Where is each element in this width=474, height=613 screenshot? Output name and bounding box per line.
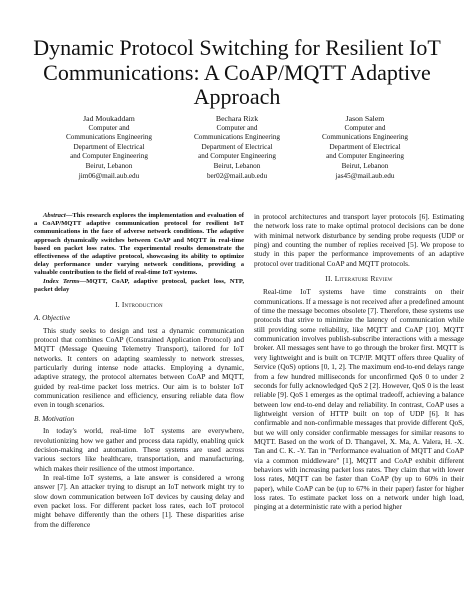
subsection-heading-objective: A. Objective xyxy=(34,313,71,323)
paragraph-literature-review: Real-time IoT systems have time constraints on their communications. If a message is not received after a predefined amount of time the message becomes obsolete [7]. Therefore, these systems use protocols that strive to minimize the latency of communication while still providing some reliability, like MQTT and CoAP [10]. MQTT communication involves publish-subscribe interactions with a message broker. All messages sent have to go through the broker first. MQTT is very lightweight and is built on TCP/IP. MQTT offers three Quality of Service (QoS) options [0, 1, 2]. The maximum end-to-end delays range from a few hundred milliseconds for unconfirmed QoS 0 to under 2 seconds for fully acknowledged QoS 2 [2]. However, QoS 0 is the least reliable [9]. QoS 1 emerges as the optimal tradeoff, achieving a balance between low end-to-end delay and reliability. In contrast, CoAP uses a lightweight version of HTTP built on top of UDP [6]. It has confirmable and non-confirmable messages that provide different QoS, but we will only consider confirmable messages for similar reasons to MQTT. Based on the work of D. Thangavel, X. Ma, A. Valera, H. -X. Tan and C. K. -Y. Tan in "Performance evaluation of MQTT and CoAP via a common middleware" [1], MQTT and CoAP exhibit different behaviors with increasing packet loss rates. They claim that with lower loss rates, MQTT can be faster than CoAP (by up to 60% in their paper), while CoAP can be (up to 67% in their paper) faster for higher loss rates. To estimate packet loss on a network under high load, pinging at a deterministic rate with a period higher xyxy=(254,287,464,512)
author-affiliation-line: and Computer Engineering xyxy=(326,152,404,161)
author-name: Jason Salem xyxy=(345,114,385,123)
index-terms-label: Index Terms xyxy=(43,277,80,285)
left-column xyxy=(34,212,244,529)
paragraph-objective: This study seeks to design and test a dynamic communication protocol that combines CoAP (Constrained Application Protocol) and MQTT (Message Queuing Telemetry Transport), tailored for IoT networks. It centers on adapting seamlessly to network stresses, particularly during intense node attacks. Employing a dynamic, adaptive strategy, the protocol alternates between CoAP and MQTT, guided by real-time packet loss metrics. Our aim is to bolster IoT communication resilience and efficiency, ensuring reliable data flow even in tough scenarios. xyxy=(34,325,244,410)
author-affiliation-line: Beirut, Lebanon xyxy=(341,161,389,170)
author-affiliation-line: Computer and xyxy=(216,123,258,132)
author-affiliation-line: Beirut, Lebanon xyxy=(213,161,261,170)
author-block-1 xyxy=(44,114,174,181)
section-heading-literature-review: II. Literature Review xyxy=(325,274,393,284)
author-affiliation-line: and Computer Engineering xyxy=(198,152,276,161)
author-affiliation-line: Beirut, Lebanon xyxy=(85,161,133,170)
author-affiliation-line: Communications Engineering xyxy=(321,133,409,142)
author-affiliation-line: Computer and xyxy=(88,123,130,132)
author-affiliation-line: Communications Engineering xyxy=(193,133,281,142)
index-terms xyxy=(34,278,244,294)
author-block-2 xyxy=(172,114,302,181)
abstract-text: —This research explores the implementation and evaluation of a CoAP/MQTT adaptive communication protocol for resilient IoT communications in the face of adverse network conditions. The adaptive approach dynamically switches between CoAP and MQTT in real-time based on packet loss rates. The experimental results demonstrate the effectiveness of the adaptive protocol, showcasing its ability to optimize delay performance under varying network conditions, providing a valuable contribution to the field of real-time IoT systems. xyxy=(34,212,244,277)
right-column xyxy=(254,212,464,512)
paragraph-continuation: in protocol architectures and transport layer protocols [6]. Estimating the network loss rate to make optimal protocol decisions can be done with minimal network disturbance by sending probe requests (UDP or ping) and counting the number of replies received [5]. We propose to study in this paper the performance improvements of an adaptive protocol over traditional CoAP and MQTT protocols. xyxy=(254,212,464,268)
author-affiliation-line: and Computer Engineering xyxy=(70,152,148,161)
author-affiliation-line: Department of Electrical xyxy=(329,142,401,151)
author-name: Bechara Rizk xyxy=(215,114,259,123)
paragraph-motivation-1: In today's world, real-time IoT systems are everywhere, revolutionizing how we gather and process data rapidly, enabling quick decision-making and automation. These systems are used across various sectors like healthcare, transportation, and manufacturing, which makes their resilience of the utmost importance. xyxy=(34,426,244,473)
index-terms-text: —MQTT, CoAP, adaptive protocol, packet loss, NTP, packet delay xyxy=(34,277,245,293)
author-name: Jad Moukaddam xyxy=(83,114,135,123)
abstract-label: Abstract xyxy=(43,212,66,219)
author-email: jas45@mail.aub.edu xyxy=(335,171,395,180)
subsection-heading-motivation: B. Motivation xyxy=(34,413,75,423)
author-block-3 xyxy=(300,114,430,181)
section-heading-introduction: I. Introduction xyxy=(115,300,163,310)
paper-title: Dynamic Protocol Switching for Resilient IoT Communications: A CoAP/MQTT Adaptive Approach xyxy=(33,35,441,109)
author-email: ber02@mail.aub.edu xyxy=(206,171,268,180)
paragraph-motivation-2: In real-time IoT systems, a late answer is considered a wrong answer [7]. An attacker trying to disrupt an IoT network might try to slow down communication between IoT devices by causing delay and even packet loss. For different packet loss rates, each IoT protocol might behave differently than the others [1]. These disparities arise from the difference xyxy=(34,472,244,529)
author-email: jim06@mail.aub.edu xyxy=(78,171,140,180)
author-affiliation-line: Department of Electrical xyxy=(201,142,273,151)
author-affiliation-line: Department of Electrical xyxy=(73,142,145,151)
abstract xyxy=(34,212,244,278)
author-affiliation-line: Computer and xyxy=(344,123,386,132)
author-affiliation-line: Communications Engineering xyxy=(65,133,153,142)
